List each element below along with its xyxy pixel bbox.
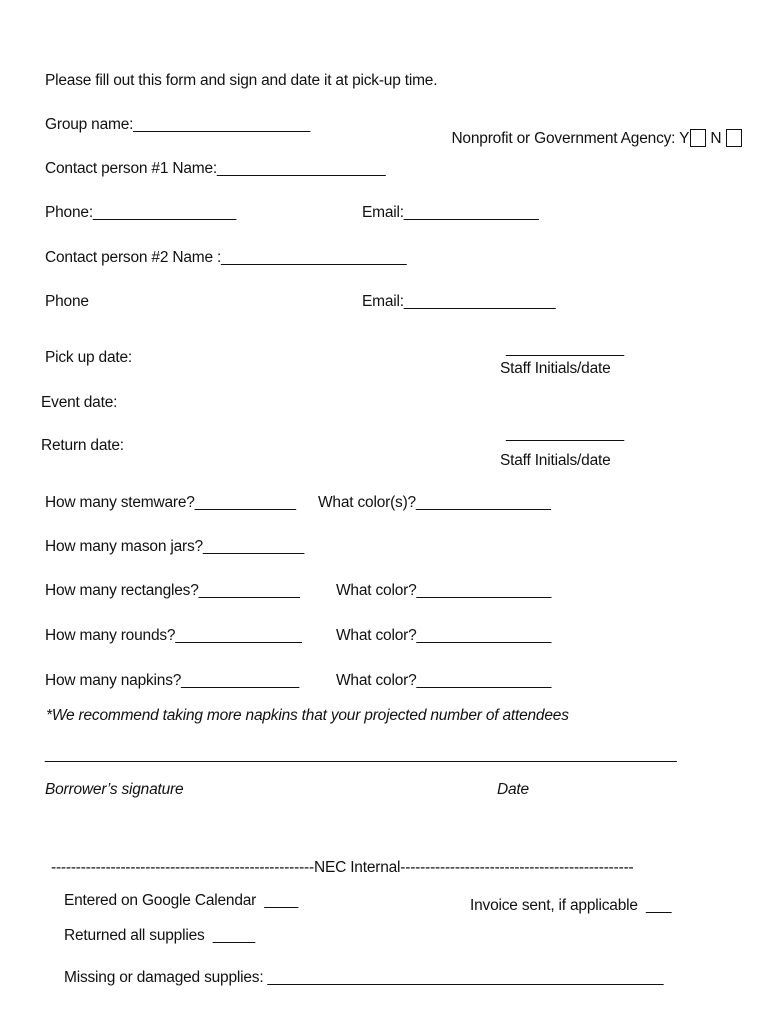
napkins-color-field[interactable]: What color?________________ xyxy=(336,672,552,689)
group-name-field[interactable]: Group name:_____________________ xyxy=(45,116,311,133)
napkins-count-field[interactable]: How many napkins?______________ xyxy=(45,672,300,689)
stemware-count-field[interactable]: How many stemware?____________ xyxy=(45,494,296,511)
mason-jars-count-field[interactable]: How many mason jars?____________ xyxy=(45,538,304,555)
napkins-note: *We recommend taking more napkins that your projected number of attendees xyxy=(46,707,569,724)
return-date-label: Return date: xyxy=(41,437,124,454)
contact1-phone-field[interactable]: Phone:_________________ xyxy=(45,204,237,221)
contact2-email-field[interactable]: Email:__________________ xyxy=(362,293,556,310)
contact1-email-field[interactable]: Email:________________ xyxy=(362,204,539,221)
signature-line[interactable]: ___________________________________________________________________________ xyxy=(45,746,677,763)
staff-initials-label-2: Staff Initials/date xyxy=(500,452,611,469)
nonprofit-question xyxy=(435,111,742,166)
staff-initials-line-1[interactable]: ______________ xyxy=(506,340,624,357)
rounds-color-field[interactable]: What color?________________ xyxy=(336,627,552,644)
nonprofit-no-checkbox[interactable] xyxy=(726,129,742,147)
contact2-name-field[interactable]: Contact person #2 Name :______________________ xyxy=(45,249,407,266)
internal-section-header: -----------------------------------------------------NEC Internal----------------------------------------------- xyxy=(51,859,634,876)
contact2-phone-label: Phone xyxy=(45,293,89,310)
contact1-name-field[interactable]: Contact person #1 Name:____________________ xyxy=(45,160,386,177)
event-date-label: Event date: xyxy=(41,394,118,411)
returned-supplies-field[interactable]: Returned all supplies _____ xyxy=(64,927,255,944)
stemware-color-field[interactable]: What color(s)?________________ xyxy=(318,494,551,511)
invoice-sent-field[interactable]: Invoice sent, if applicable ___ xyxy=(470,897,672,914)
staff-initials-label-1: Staff Initials/date xyxy=(500,360,611,377)
date-label: Date xyxy=(497,781,529,798)
intro-text: Please fill out this form and sign and date it at pick-up time. xyxy=(45,72,438,89)
borrower-signature-label: Borrower’s signature xyxy=(45,781,184,798)
rectangles-count-field[interactable]: How many rectangles?____________ xyxy=(45,582,300,599)
calendar-entry-field[interactable]: Entered on Google Calendar ____ xyxy=(64,892,299,909)
nonprofit-yes-checkbox[interactable] xyxy=(690,129,706,147)
rounds-count-field[interactable]: How many rounds?_______________ xyxy=(45,627,302,644)
rectangles-color-field[interactable]: What color?________________ xyxy=(336,582,552,599)
missing-damaged-field[interactable]: Missing or damaged supplies: _______________________________________________ xyxy=(64,969,664,986)
pickup-date-label: Pick up date: xyxy=(45,349,133,366)
staff-initials-line-2[interactable]: ______________ xyxy=(506,425,624,442)
nonprofit-label: Nonprofit or Government Agency: Y xyxy=(451,130,690,147)
nonprofit-no-label: N xyxy=(710,130,722,147)
